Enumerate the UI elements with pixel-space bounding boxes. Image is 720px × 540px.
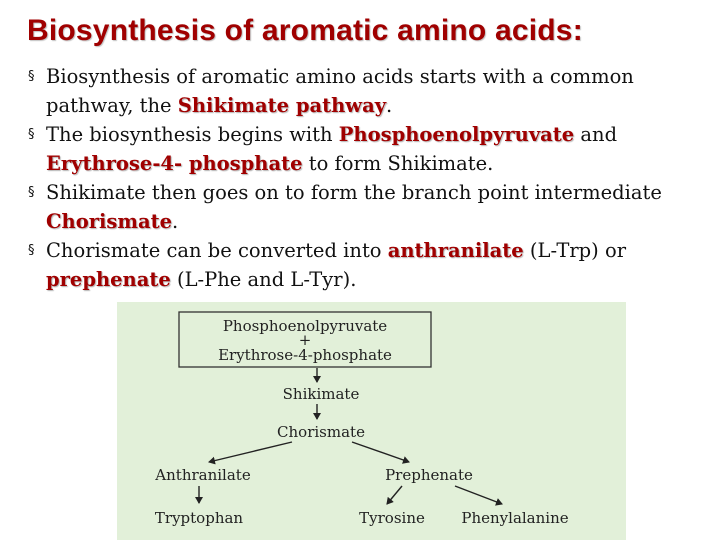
phenylalanine-node: Phenylalanine (461, 509, 569, 527)
bullet-marker-icon: § (28, 69, 35, 84)
bullet-text: and (574, 123, 618, 146)
bullet-text: Shikimate then goes on to form the branch point intermediate (46, 181, 662, 204)
anthranilate-node: Anthranilate (155, 466, 251, 484)
plus-sign: + (298, 331, 312, 349)
bullet-text: Biosynthesis of aromatic amino acids starts with a common pathway, the (46, 65, 634, 117)
arrow-to-phenylalanine (455, 486, 502, 504)
highlighted-term: Shikimate pathway (177, 94, 387, 117)
arrow-to-anthranilate (209, 442, 292, 462)
bullet-text: Chorismate can be converted into (46, 239, 388, 262)
highlighted-term: Phosphoenolpyruvate (338, 123, 575, 146)
bullet-item (28, 120, 708, 178)
bullet-item (28, 62, 708, 120)
bullet-text: (L-Phe and L-Tyr). (170, 268, 357, 291)
bullet-text: (L-Trp) or (523, 239, 627, 262)
bullet-marker-icon: § (28, 127, 35, 142)
highlighted-term: prephenate (46, 268, 171, 291)
bullet-text: The biosynthesis begins with (46, 123, 339, 146)
bullet-marker-icon: § (28, 185, 35, 200)
highlighted-term: Erythrose-4- phosphate (46, 152, 303, 175)
prephenate-node: Prephenate (385, 466, 473, 484)
bullet-text: . (386, 94, 393, 117)
pathway-diagram-svg (117, 302, 626, 540)
bullet-list (28, 62, 708, 294)
bullet-text: to form Shikimate. (302, 152, 494, 175)
bullet-marker-icon: § (28, 243, 35, 258)
bullet-item (28, 178, 708, 236)
tryptophan-node: Tryptophan (154, 509, 244, 527)
highlighted-term: anthranilate (387, 239, 524, 262)
tyrosine-node: Tyrosine (359, 509, 425, 527)
highlighted-term: Chorismate (46, 210, 173, 233)
pathway-diagram (117, 302, 626, 540)
bullet-text: . (172, 210, 179, 233)
erythrose-4-phosphate-label: Erythrose-4-phosphate (218, 346, 392, 364)
phosphoenolpyruvate-label: Phosphoenolpyruvate (222, 317, 388, 335)
arrow-to-tyrosine (387, 486, 402, 504)
arrow-to-prephenate (352, 442, 409, 462)
slide-title: Biosynthesis of aromatic amino acids: (27, 14, 583, 47)
chorismate-node: Chorismate (277, 423, 365, 441)
shikimate-node: Shikimate (282, 385, 360, 403)
bullet-item (28, 236, 708, 294)
